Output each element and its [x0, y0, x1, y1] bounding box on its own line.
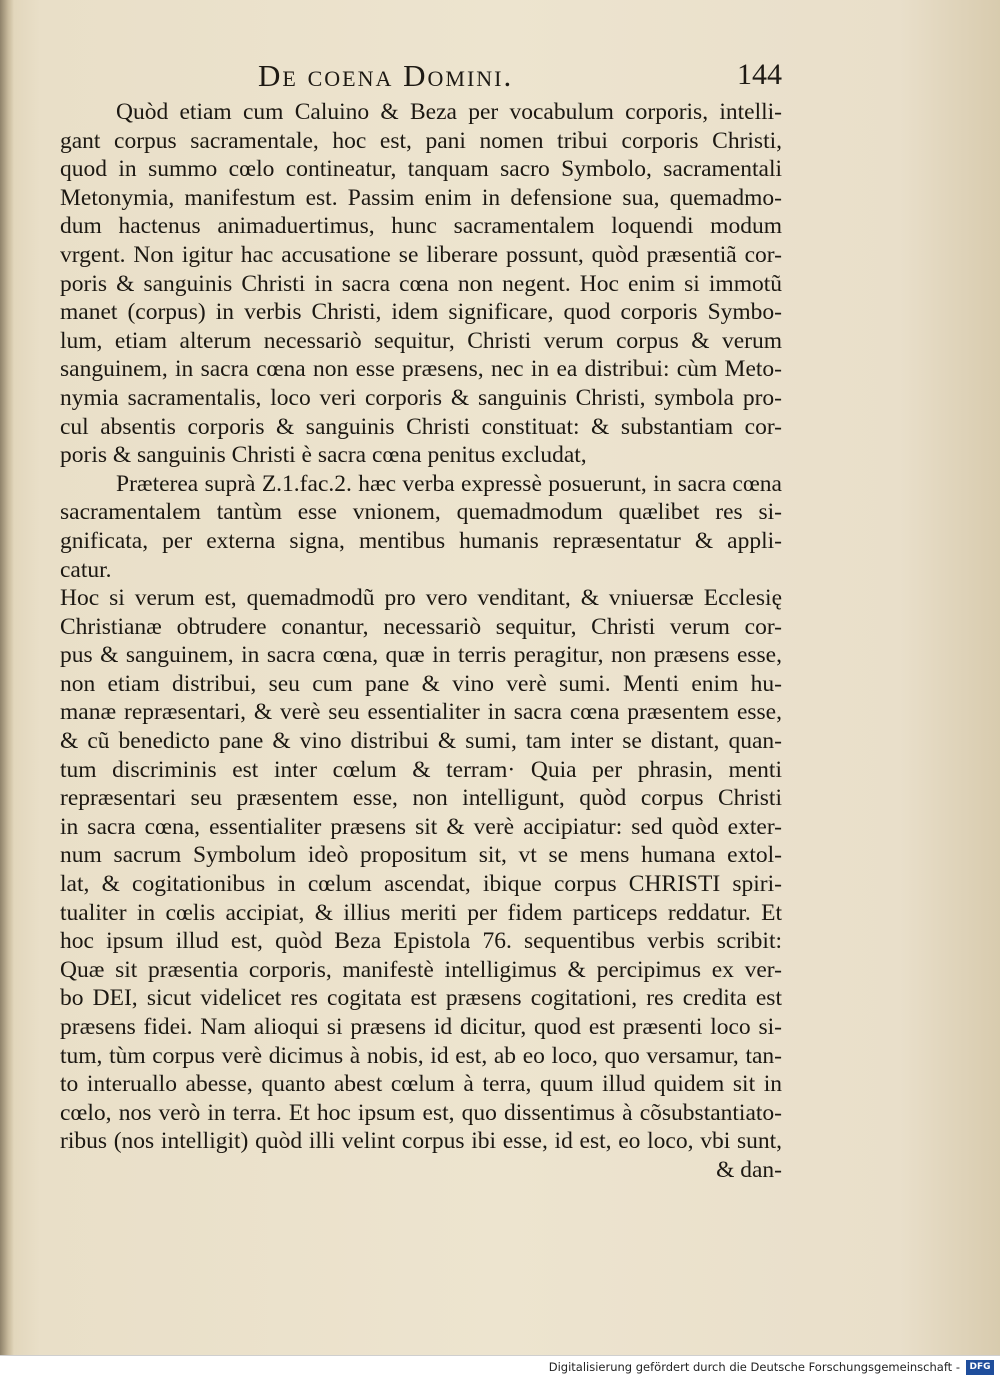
text-line: cœlo, nos verò in terra. Et hoc ipsum est, quo dissentimus à cõsubstantiato-: [60, 1099, 782, 1126]
text-line: Hoc si verum est, quemadmodũ pro vero venditant, & vniuersæ Ecclesię: [60, 585, 782, 612]
text-line: catur.: [60, 556, 112, 583]
text-line: to interuallo abesse, quanto abest cœlum à terra, quum illud quidem sit in: [60, 1071, 782, 1098]
text-line: Christianæ obtrudere conantur, necessariò sequitur, Christi verum cor-: [60, 613, 782, 640]
text-line: bo DEI, sicut videlicet res cogitata est præsens cogitationi, res credita est: [60, 985, 782, 1012]
text-line: in sacra cœna, essentialiter præsens sit & verè accipiatur: sed quòd exter-: [60, 813, 782, 840]
dfg-logo-icon[interactable]: DFG: [966, 1360, 994, 1375]
running-title: De coena Domini.: [258, 58, 514, 93]
text-line: gant corpus sacramentale, hoc est, pani nomen tribui corporis Christi,: [60, 127, 782, 154]
text-line: sanguinem, in sacra cœna non esse præsens, nec in ea distribui: cùm Meto-: [60, 356, 782, 383]
text-line: hoc ipsum illud est, quòd Beza Epistola 76. sequentibus verbis scribit:: [60, 928, 782, 955]
text-line: Quæ sit præsentia corporis, manifestè intelligimus & percipimus ex ver-: [60, 956, 782, 983]
text-line: & cũ benedicto pane & vino distribui & sumi, tam inter se distant, quan-: [60, 728, 782, 755]
text-line: manæ repræsentari, & verè seu essentialiter in sacra cœna præsentem esse,: [60, 699, 782, 726]
text-line: vrgent. Non igitur hac accusatione se liberare possunt, quòd præsentiã cor-: [60, 241, 782, 268]
catchword: & dan-: [716, 1156, 782, 1183]
text-line: tualiter in cœlis accipiat, & illius meriti per fidem particeps reddatur. Et: [60, 899, 782, 926]
text-line: ribus (nos intelligit) quòd illi velint corpus ibi esse, id est, eo loco, vbi sunt,: [60, 1128, 782, 1155]
text-line: nymia sacramentalis, loco veri corporis & sanguinis Christi, symbola pro-: [60, 384, 782, 411]
text-line: Quòd etiam cum Caluino & Beza per vocabulum corporis, intelli-: [116, 99, 782, 125]
text-line: lat, & cogitationibus in cœlum ascendat, ibique corpus CHRISTI spiri-: [60, 871, 782, 898]
text-line: Metonymia, manifestum est. Passim enim in defensione sua, quemadmo-: [60, 184, 782, 211]
text-line: repræsentari seu præsentem esse, non intelligunt, quòd corpus Christi: [60, 785, 782, 812]
text-line: Præterea suprà Z.1.fac.2. hæc verba expressè posuerunt, in sacra cœna: [116, 470, 782, 497]
text-line: præsens fidei. Nam alioqui si præsens id dicitur, quod est præsenti loco si-: [60, 1014, 782, 1040]
text-line: tum, tùm corpus verè dicimus à nobis, id est, ab eo loco, quo versamur, tan-: [60, 1042, 782, 1069]
text-line: pus & sanguinem, in sacra cœna, quæ in terris peragitur, non præsens esse,: [60, 642, 782, 669]
page-gutter-edge: [0, 0, 14, 1355]
text-line: poris & sanguinis Christi è sacra cœna penitus excludat,: [60, 442, 587, 469]
page-header: [258, 58, 798, 98]
text-line: cul absentis corporis & sanguinis Christi constituat: & substantiam cor-: [60, 413, 782, 440]
text-line: gnificata, per externa signa, mentibus humanis repræsentatur & appli-: [60, 527, 782, 554]
text-line: num sacrum Symbolum ideò propositum sit, vt se mens humana extol-: [60, 842, 782, 869]
page-number: 144: [737, 58, 782, 91]
text-line: sacramentalem tantùm esse vnionem, quemadmodum quælibet res si-: [60, 499, 782, 526]
digitization-footer: [0, 1355, 1000, 1380]
text-line: non etiam distribui, seu cum pane & vino verè sumi. Menti enim hu-: [60, 670, 782, 697]
funding-credit: Digitalisierung gefördert durch die Deutsche Forschungsgemeinschaft -: [548, 1360, 960, 1374]
text-line: tum discriminis est inter cœlum & terram· Quia per phrasin, menti: [60, 756, 782, 783]
text-line: poris & sanguinis Christi in sacra cœna non negent. Hoc enim si immotũ: [60, 270, 782, 297]
text-line: lum, etiam alterum necessariò sequitur, Christi verum corpus & verum: [60, 327, 782, 354]
text-line: quod in summo cœlo contineatur, tanquam sacro Symbolo, sacramentali: [60, 156, 782, 183]
text-line: dum hactenus animaduertimus, hunc sacramentalem loquendi modum: [60, 213, 782, 240]
body-text: [60, 98, 782, 1185]
text-line: manet (corpus) in verbis Christi, idem significare, quod corporis Symbo-: [60, 299, 782, 326]
